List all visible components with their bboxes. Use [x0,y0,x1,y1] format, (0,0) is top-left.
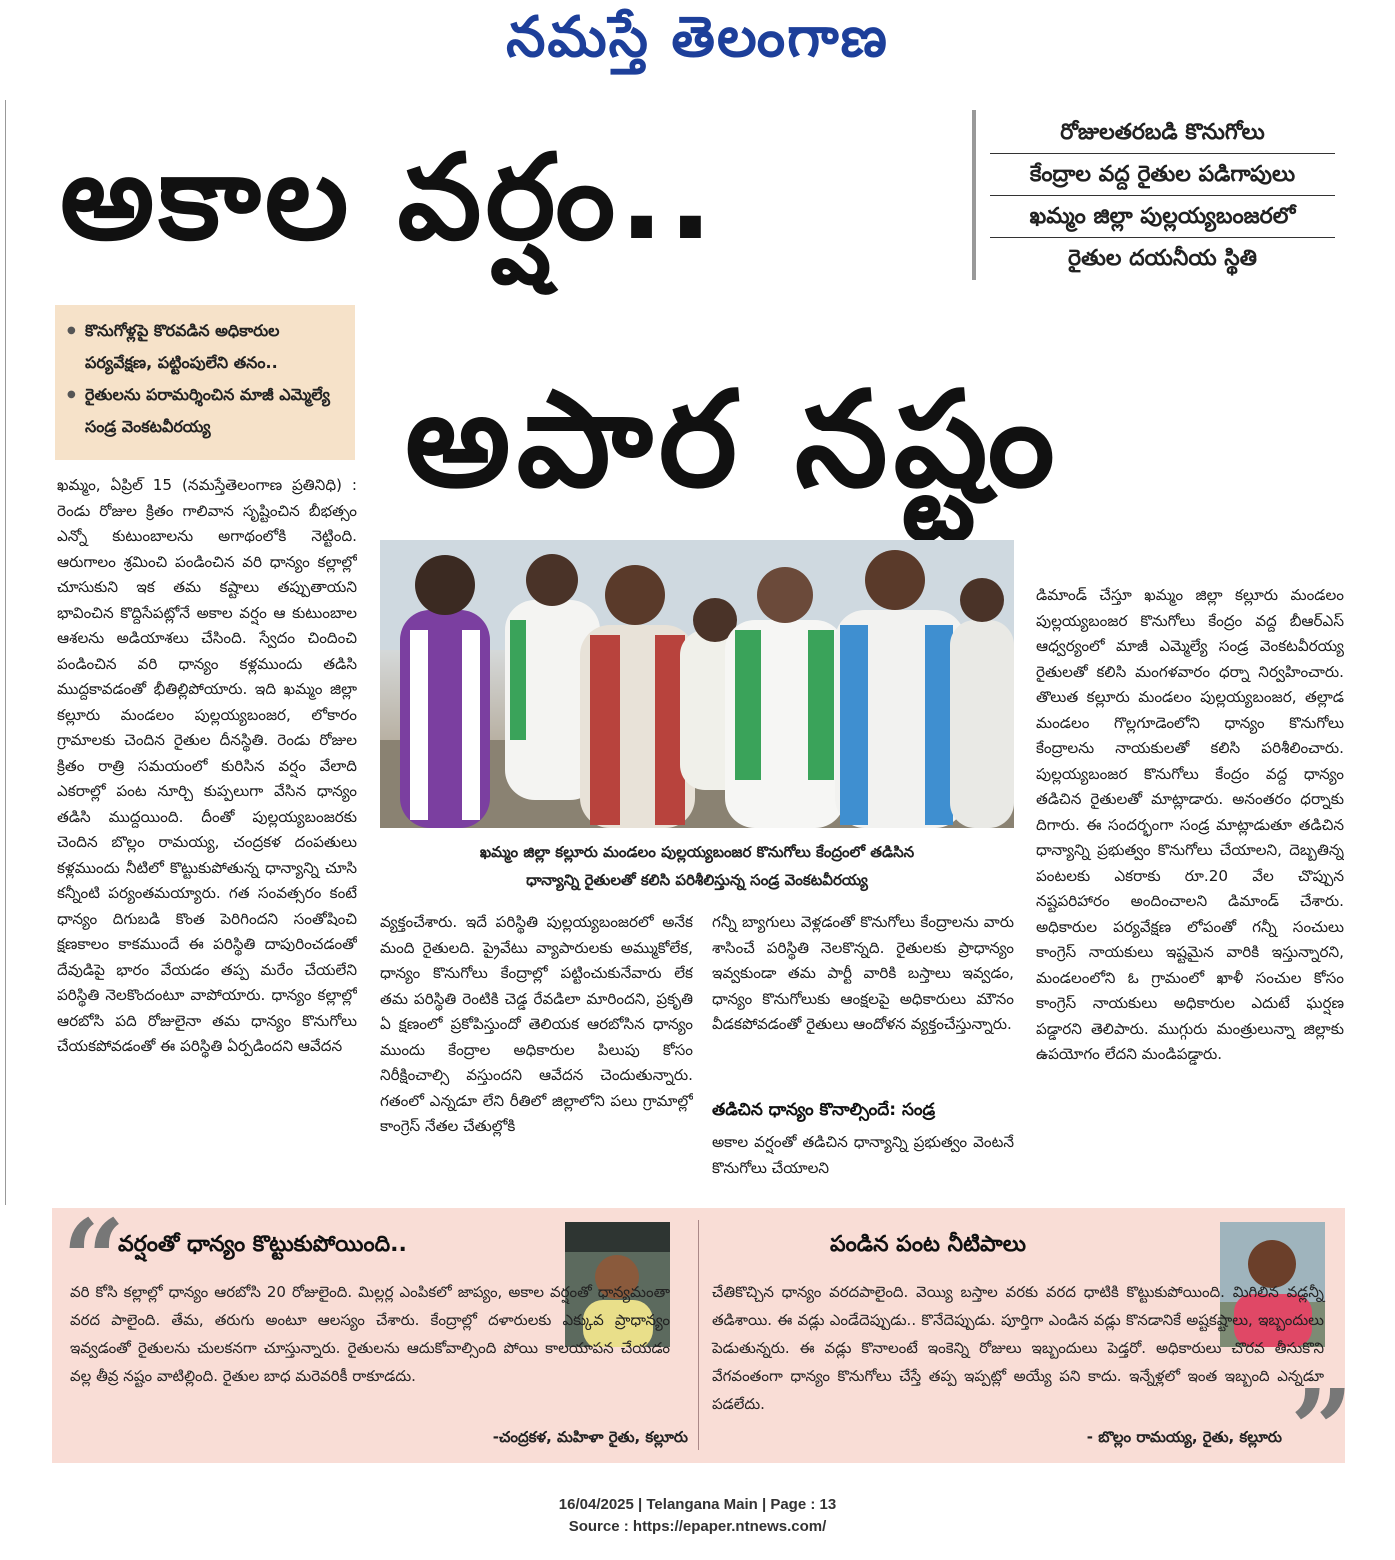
highlight-item: ● రైతులను పరామర్శించిన మాజీ ఎమ్మెల్యే సండ్ర వెంకటవీరయ్య [67,379,343,443]
open-quote-icon: “ [62,1195,126,1324]
quote-text-1: వరి కోసి కల్లాల్లో ధాన్యం ఆరబోసి 20 రోజులైంది. మిల్లర్ల ఎంపికలో జాప్యం, అకాల వర్షంతో ధాన్యమంతా వరద పాలైంది. తేమ, తరుగు అంటూ ఆలస్యం చేశారు. కేంద్రాల్లో దళారులకు ఎక్కువ ప్రాధాన్యం ఇవ్వడంతో రైతులను చులకనగా చూస్తున్నారు. రైతులను ఆదుకోవాల్సింది పోయి కాలయాపన చేయడం వల్ల తీవ్ర నష్టం వాటిల్లింది. రైతుల బాధ మరెవరికీ రాకూడదు. [70,1283,670,1385]
quote-title-2: పండిన పంట నీటిపాలు [830,1232,1026,1257]
quote-text-2: చేతికొచ్చిన ధాన్యం వరదపాలైంది. వెయ్యి బస్తాల వరకు వరద ధాటికి కొట్టుకుపోయింది. మిగిలిన వడ్లన్నీ తడిశాయి. ఈ వడ్లు ఎండేదెప్పుడు.. కొనేదెప్పుడు. పూర్తిగా ఎండిన వడ్లు కొనడానికే అష్టకష్టాలు, ఇబ్బందులు పెడుతున్నరు. ఈ వడ్లు కొనాలంటే ఇంకెన్ని రోజులు ఇబ్బందులు పెడ్తరో. అధికారులు చొరవ తీసుకొని వేగవంతంగా ధాన్యం కొనుగోలు చేస్తే తప్ప ఇప్పట్లో అయ్యే పని కాదు. ఇన్నేళ్లలో ఇంత ఇబ్బంది ఎన్నడూ పడలేదు. [712,1283,1324,1413]
left-margin-rule [0,100,6,1205]
quote-sign-1: -చంద్రకళ, మహిళా రైతు, కల్లూరు [492,1428,688,1446]
article-column-3b [712,1130,1014,1192]
newspaper-logo: నమస్తే తెలంగాణ [506,4,889,70]
caption-line: ఖమ్మం జిల్లా కల్లూరు మండలం పుల్లయ్యబంజర కొనుగోలు కేంద్రంలో తడిసిన [479,843,915,861]
article-column-4 [1036,583,1344,1191]
close-quote-icon: ” [1290,1365,1354,1494]
sub-deck-line: కేంద్రాల వద్ద రైతుల పడిగాపులు [990,154,1335,196]
quotes-divider [698,1220,699,1450]
news-photo [380,540,1014,828]
sub-deck-line: రైతుల దయనీయ స్థితి [1068,246,1257,271]
farmers-group-photo [380,540,1014,828]
highlights-box [55,305,355,460]
article-text: అకాల వర్షంతో తడిచిన ధాన్యాన్ని ప్రభుత్వం వెంటనే కొనుగోలు చేయాలని [712,1133,1014,1177]
article-text: ఖమ్మం, ఏప్రిల్ 15 (నమస్తేతెలంగాణ ప్రతినిధి) : రెండు రోజుల క్రితం గాలివాన సృష్టించిన బీభత్సం ఎన్నో కుటుంబాలను అగాథంలోకి నెట్టింది. ఆరుగాలం శ్రమించి పండించిన వరి ధాన్యం కల్లాల్లో చూసుకుని ఇక తమ కష్టాలు తప్పుతాయని భావించిన కొద్దిసేపట్లోనే అకాల వర్షం ఆ కుటుంబాల ఆశలను అడియాశలు చేసింది. స్వేదం చిందించి పండించిన వరి ధాన్యం కళ్లముందు తడిసి ముద్దకావడంతో భీతిల్లిపోయారు. ఇది ఖమ్మం జిల్లా కల్లూరు మండలం పుల్లయ్యబంజర, లోకారం గ్రామాలకు చెందిన రైతుల దీనస్థితి. రెండు రోజుల క్రితం రాత్రి సమయంలో కురిసిన వర్షం వేలాది ఎకరాల్లో పంట నూర్చి కుప్పలుగా వేసిన ధాన్యం తడిసి ముద్దయింది. దీంతో పుల్లయ్యబంజరకు చెందిన బొల్లం రామయ్య, చంద్రకళ దంపతులు కళ్లముందు నీటిలో కొట్టుకుపోతున్న ధాన్యాన్ని చూసి కన్నీంటి పర్యంతమయ్యారు. గత సంవత్సరం కంటే ధాన్యం దిగుబడి కొంత పెరిగిందని సంతోషించి క్షణకాలం కాకముందే ఈ పరిస్థితి దాపురించడంతో దేవుడిపై భారం వేయడం తప్ప మరేం చేయలేని పరిస్థితి నెలకొందంటూ వాపోయారు. ధాన్యం కల్లాల్లో ఆరబోసి పది రోజులైనా తమ ధాన్యం కొనుగోలు చేయకపోవడంతో ఈ పరిస్థితి ఏర్పడిందని ఆవేదన [57,476,357,1055]
article-subhead: తడిచిన ధాన్యం కొనాల్సిందే: సండ్ర [712,1100,936,1120]
deck-divider [972,110,976,280]
quote-sign-2: - బొల్లం రామయ్య, రైతు, కల్లూరు [1086,1428,1282,1446]
sub-deck-line: ఖమ్మం జిల్లా పుల్లయ్యబంజరలో [990,196,1335,238]
article-column-1 [57,473,357,1191]
article-text: వ్యక్తంచేశారు. ఇదే పరిస్థితి పుల్లయ్యబంజరలో అనేక మంది రైతులది. ప్రైవేటు వ్యాపారులకు అమ్ముకోలేక, ధాన్యం కొనుగోలు కేంద్రాల్లో పట్టించుకునేవారు లేక తమ పరిస్థితి రెంటికి చెడ్డ రేవడిలా మారిందని, ప్రకృతి ఏ క్షణంలో ప్రకోపిస్తుందో తెలియక ఆరబోసిన ధాన్యం ముందు కేంద్రాల అధికారుల పిలుపు కోసం నిరీక్షించాల్సి వస్తుందని ఆవేదన చెందుతున్నారు. గతంలో ఎన్నడూ లేని రీతిలో జిల్లాలోని పలు గ్రామాల్లో కాంగ్రెస్ నేతల చేతుల్లోకి [380,913,693,1135]
masthead [0,0,1395,86]
headline-line-1: అకాల వర్షం.. [60,128,717,266]
article-text: గన్నీ బ్యాగులు వెళ్లడంతో కొనుగోలు కేంద్రాలను వారు శాసించే పరిస్థితి నెలకొన్నది. రైతులకు ప్రాధాన్యం ఇవ్వకుండా తమ పార్టీ వారికి బస్తాలు ఇవ్వడం, ధాన్యం కొనుగోలుకు ఆంక్షలపై అధికారులు మౌనం వీడకపోవడంతో రైతులు ఆందోళన వ్యక్తంచేస్తున్నారు. [712,913,1014,1033]
sub-deck-line: రోజులతరబడి కొనుగోలు [990,112,1335,154]
edition-info: 16/04/2025 | Telangana Main | Page : 13 [558,1496,837,1513]
article-text: డిమాండ్ చేస్తూ ఖమ్మం జిల్లా కల్లూరు మండలం పుల్లయ్యబంజర కొనుగోలు కేంద్రం వద్ద బీఆర్ఎస్ ఆధ్వర్యంలో మాజీ ఎమ్మెల్యే సండ్ర వెంకటవీరయ్య రైతులతో కలిసి మంగళవారం ధర్నా నిర్వహించారు. తొలుత కల్లూరు మండలం పుల్లయ్యబంజర, తల్లాడ మండలం గొల్లగూడెంలోని ధాన్యం కొనుగోలు కేంద్రాలను నాయకులతో కలిసి పరిశీలించారు. పుల్లయ్యబంజర కొనుగోలు కేంద్రం వద్ద ధాన్యం తడిచిన రైతులతో మాట్లాడారు. అనంతరం ధర్నాకు దిగారు. ఈ సందర్భంగా సండ్ర మాట్లాడుతూ తడిచిన ధాన్యాన్ని ప్రభుత్వం కొనుగోలు చేయాలని, దెబ్బతిన్న పంటలకు ఎకరాకు రూ.20 వేల చొప్పున నష్టపరిహారం అందించాలని డిమాండ్ చేశారు. అధికారుల పర్యవేక్షణ లోపంతో గన్నీ సంచులు కాంగ్రెస్ నాయకులు ఇష్టమైన వారికి ఇస్తున్నారని, మండలంలోని ఓ గ్రామంలో ఖాళీ సంచుల కోసం కాంగ్రెస్ నాయకులు అధికారుల ఎదుటే ఘర్షణ పడ్డారని తెలిపారు. ముగ్గురు మంత్రులున్నా జిల్లాకు ఉపయోగం లేదని మండిపడ్డారు. [1036,586,1344,1063]
photo-caption [380,838,1014,894]
headline-line-2: అపార నష్టం [405,363,1061,517]
page-footer [0,1494,1395,1538]
article-column-2 [380,910,693,1191]
highlight-item: ● కొనుగోళ్లపై కొరవడిన అధికారుల పర్యవేక్షణ, పట్టింపులేని తనం.. [67,315,343,379]
sub-deck [990,112,1335,280]
caption-line: ధాన్యాన్ని రైతులతో కలిసి పరిశీలిస్తున్న సండ్ర వెంకటవీరయ్య [526,871,868,889]
quote-title-1: వర్షంతో ధాన్యం కొట్టుకుపోయింది.. [118,1232,407,1257]
source-link[interactable]: Source : https://epaper.ntnews.com/ [568,1518,827,1535]
article-column-3 [712,910,1014,1090]
